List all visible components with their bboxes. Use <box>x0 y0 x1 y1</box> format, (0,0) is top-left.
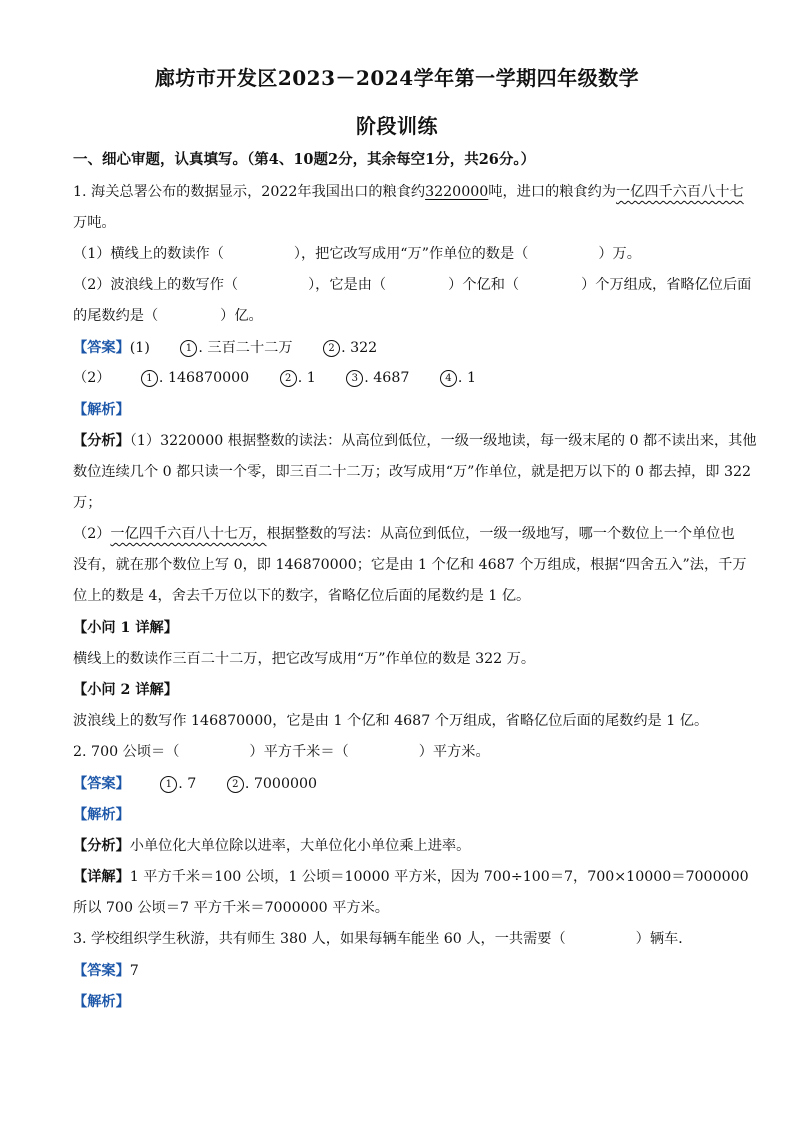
detail1-text: 横线上的数读作三百二十二万，把它改写成用“万”作单位的数是 322 万。 <box>73 651 536 667</box>
fenxi-text: 根据整数的写法：从高位到低位，一级一级地写，哪一个数位上一个单位也 <box>266 526 735 542</box>
q1-sub2-part: （2）波浪线上的数写作（ <box>73 277 239 293</box>
answer-text: . 146870000 <box>158 370 250 386</box>
q1-sub2-part: ）个亿和（ <box>448 277 520 293</box>
q1-line1 <box>73 182 744 202</box>
answer-tag: 【答案】 <box>73 340 130 356</box>
q1-underlined-number: 3220000 <box>425 184 489 200</box>
q2-part: 2. 700 公顷＝（ <box>73 744 180 760</box>
circled-number: 1 <box>141 370 158 387</box>
answer-item <box>180 340 292 356</box>
q1-sub2-part: ）亿。 <box>220 308 263 324</box>
answer-prefix: （2） <box>73 370 111 386</box>
q1-line2: 万吨。 <box>73 215 116 231</box>
q2-part: ）平方千米＝（ <box>249 744 349 760</box>
circled-number: 2 <box>323 340 340 357</box>
answer-text: . 7000000 <box>244 776 318 792</box>
document-subtitle: 阶段训练 <box>356 114 438 138</box>
circled-number: 3 <box>346 370 363 387</box>
circled-number: 1 <box>160 776 177 793</box>
q1-sub2 <box>73 275 751 295</box>
answer-item <box>346 370 409 386</box>
q1-analysis-line1 <box>73 431 757 451</box>
answer-text: . 三百二十二万 <box>198 340 293 356</box>
answer-tag: 【答案】 <box>73 963 130 979</box>
answer-item <box>440 370 476 386</box>
q1-wavy-number: 一亿四千六百八十七 <box>615 184 744 200</box>
q1-text: 1. 海关总署公布的数据显示，2022年我国出口的粮食约 <box>73 184 426 200</box>
analysis-tag: 【解析】 <box>73 402 130 418</box>
section-header: 一、细心审题，认真填写。（第4、10题2分，其余每空1分，共26分。） <box>73 151 536 168</box>
fenxi-text: （1）3220000 根据整数的读法：从高位到低位，一级一级地读，每一级末尾的 0 都不读出来，其他 <box>129 433 757 449</box>
answer-text: . 7 <box>178 776 197 792</box>
document-title: 廊坊市开发区2023－2024学年第一学期四年级数学 <box>154 66 640 90</box>
q1-text-mid: 吨，进口的粮食约为 <box>488 184 616 200</box>
q1-analysis2-line1 <box>73 524 735 544</box>
answer-prefix: (1) <box>129 340 150 356</box>
fenxi-text: 小单位化大单位除以进率，大单位化小单位乘上进率。 <box>129 838 471 854</box>
answer-text: . 1 <box>457 370 476 386</box>
q1-analysis2-line3: 位上的数是 4，舍去千万位以下的数字，省略亿位后面的尾数约是 1 亿。 <box>73 588 531 604</box>
q1-sub1-part: ）万。 <box>598 246 641 262</box>
detail-text: 1 平方千米＝100 公顷，1 公顷＝10000 平方米，因为 700÷100＝7，700×10000＝7000000 <box>129 869 749 885</box>
fenxi-wavy-number: 一亿四千六百八十七万， <box>110 526 267 542</box>
answer-tag: 【答案】 <box>73 776 130 792</box>
q1-sub1-part: ），把它改写成用“万”作单位的数是（ <box>293 246 529 262</box>
q2-part: ）平方米。 <box>418 744 490 760</box>
q1-analysis-line3: 万； <box>73 495 102 511</box>
answer-text: . 1 <box>297 370 316 386</box>
q1-sub2-part: ），它是由（ <box>308 277 387 293</box>
analysis-tag: 【解析】 <box>73 807 130 823</box>
q3-answer <box>73 961 139 981</box>
q1-sub2-part: 的尾数约是（ <box>73 308 159 324</box>
detail2-tag: 【小问 2 详解】 <box>73 682 178 698</box>
q2-detail-line2: 所以 700 公顷＝7 平方千米＝7000000 平方米。 <box>73 900 389 916</box>
answer-item <box>280 370 316 386</box>
detail-tag: 【详解】 <box>73 869 130 885</box>
answer-text: . 4687 <box>364 370 410 386</box>
answer-text: . 322 <box>341 340 378 356</box>
q3-part: ）辆车． <box>635 931 693 947</box>
circled-number: 2 <box>280 370 297 387</box>
fenxi-tag: 【分析】 <box>73 433 130 449</box>
answer-item <box>323 340 377 356</box>
detail1-tag: 【小问 1 详解】 <box>73 620 178 636</box>
q1-sub2-line2 <box>73 306 263 326</box>
analysis-tag: 【解析】 <box>73 994 130 1010</box>
q1-analysis-line2: 数位连续几个 0 都只读一个零，即三百二十二万；改写成用“万”作单位，就是把万以下的 0 都去掉，即 322 <box>73 464 752 480</box>
circled-number: 2 <box>227 776 244 793</box>
q2-analysis <box>73 836 470 856</box>
q3-question <box>73 929 692 949</box>
q1-sub1-part: （1）横线上的数读作（ <box>73 246 224 262</box>
fenxi-text: （2） <box>73 526 111 542</box>
q2-detail-line1 <box>73 867 749 887</box>
q2-question <box>73 742 490 762</box>
q3-part: 3. 学校组织学生秋游，共有师生 380 人，如果每辆车能坐 60 人，一共需要（ <box>73 931 566 947</box>
circled-number: 4 <box>440 370 457 387</box>
circled-number: 1 <box>180 340 197 357</box>
answer-item <box>227 776 317 792</box>
q1-sub1 <box>73 244 641 264</box>
answer-item <box>160 776 196 792</box>
q1-answer-row2 <box>73 368 476 388</box>
fenxi-tag: 【分析】 <box>73 838 130 854</box>
detail2-text: 波浪线上的数写作 146870000，它是由 1 个亿和 4687 个万组成，省略亿位后面的尾数约是 1 亿。 <box>73 713 709 729</box>
answer-item <box>141 370 249 386</box>
answer-text: 7 <box>129 963 139 979</box>
q1-analysis2-line2: 没有，就在那个数位上写 0，即 146870000；它是由 1 个亿和 4687 个万组成，根据“四舍五入”法，千万 <box>73 557 747 573</box>
q2-answer <box>73 774 317 794</box>
q1-sub2-part: ）个万组成，省略亿位后面 <box>581 277 752 293</box>
q1-answer-row1 <box>73 338 377 358</box>
